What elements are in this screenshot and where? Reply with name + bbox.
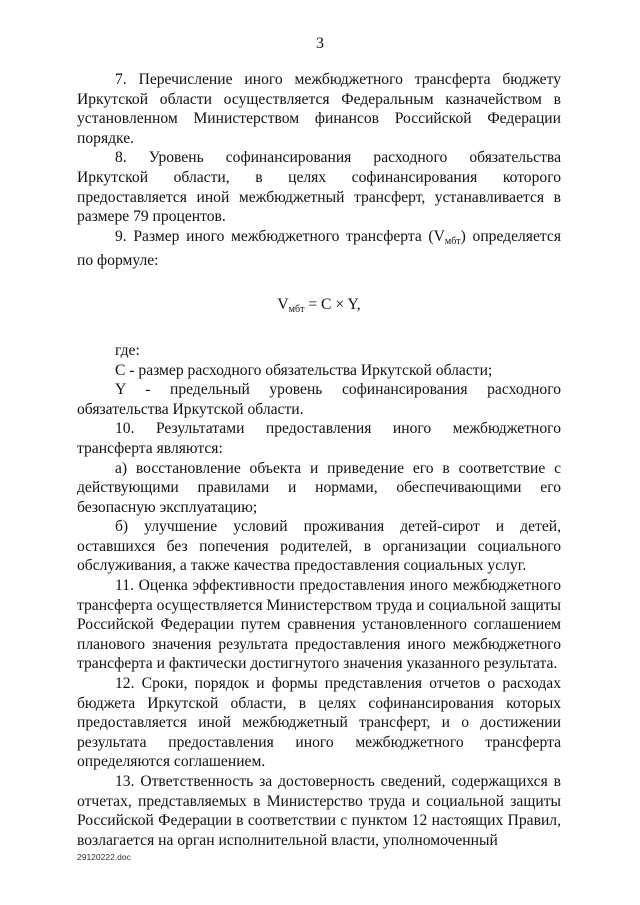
paragraph-8: 8. Уровень софинансирования расходного обязательства Иркутской области, в целях софинансирования которого предоставляется иной межбюджетный трансферт, устанавливается в размере 79 процентов. <box>77 149 561 226</box>
paragraph-9-text-start: 9. Размер иного межбюджетного трансферта (V <box>115 227 445 245</box>
paragraph-9-text-end: ) определяется по формуле: <box>77 227 561 270</box>
formula-variable: V <box>277 295 289 313</box>
definition-c: C - размер расходного обязательства Иркутской области; <box>115 361 493 379</box>
paragraph-9 <box>77 227 561 271</box>
paragraph-10: 10. Результатами предоставления иного межбюджетного трансферта являются: <box>77 420 561 457</box>
document-body <box>77 70 561 850</box>
formula-subscript: мбт <box>288 303 305 315</box>
paragraph-12: 12. Сроки, порядок и формы представления отчетов о расходах бюджета Иркутской области, в целях софинансирования которых предоставляется иной межбюджетный трансферт, и о достижении результата предоставления иного межбюджетного трансферта определяются соглашением. <box>77 675 561 771</box>
where-label: где: <box>115 341 140 359</box>
formula <box>77 295 561 320</box>
definition-y: Y - предельный уровень софинансирования расходного обязательства Иркутской области. <box>77 381 561 418</box>
paragraph-13: 13. Ответственность за достоверность сведений, содержащихся в отчетах, представляемых в Министерство труда и социальной защиты Российской Федерации в соответствии с пунктом 12 настоящих Правил, возлагается на орган исполнительной власти, уполномоченный <box>77 773 561 849</box>
paragraph-11: 11. Оценка эффективности предоставления иного межбюджетного трансферта осуществляется Министерством труда и социальной защиты Российской Федерации путем сравнения установленного соглашением планового значения результата предоставления иного межбюджетного трансферта и фактически достигнутого значения указанного результата. <box>77 577 561 673</box>
paragraph-10b: б) улучшение условий проживания детей-сирот и детей, оставшихся без попечения родителей, в организации социального обслуживания, а также качества предоставления социальных услуг. <box>77 518 561 575</box>
paragraph-7: 7. Перечисление иного межбюджетного трансферта бюджету Иркутской области осуществляется Федеральным казначейством в установленном Министерством финансов Российской Федерации порядке. <box>77 71 561 147</box>
paragraph-9-subscript: мбт <box>444 235 461 247</box>
paragraph-10a: а) восстановление объекта и приведение его в соответствие с действующими правилами и нормами, обеспечивающими его безопасную эксплуатацию; <box>77 459 561 516</box>
formula-expression: = C × Y, <box>304 295 361 313</box>
footer-file-name: 29120222.doc <box>77 852 131 862</box>
page-number: 3 <box>316 35 324 52</box>
